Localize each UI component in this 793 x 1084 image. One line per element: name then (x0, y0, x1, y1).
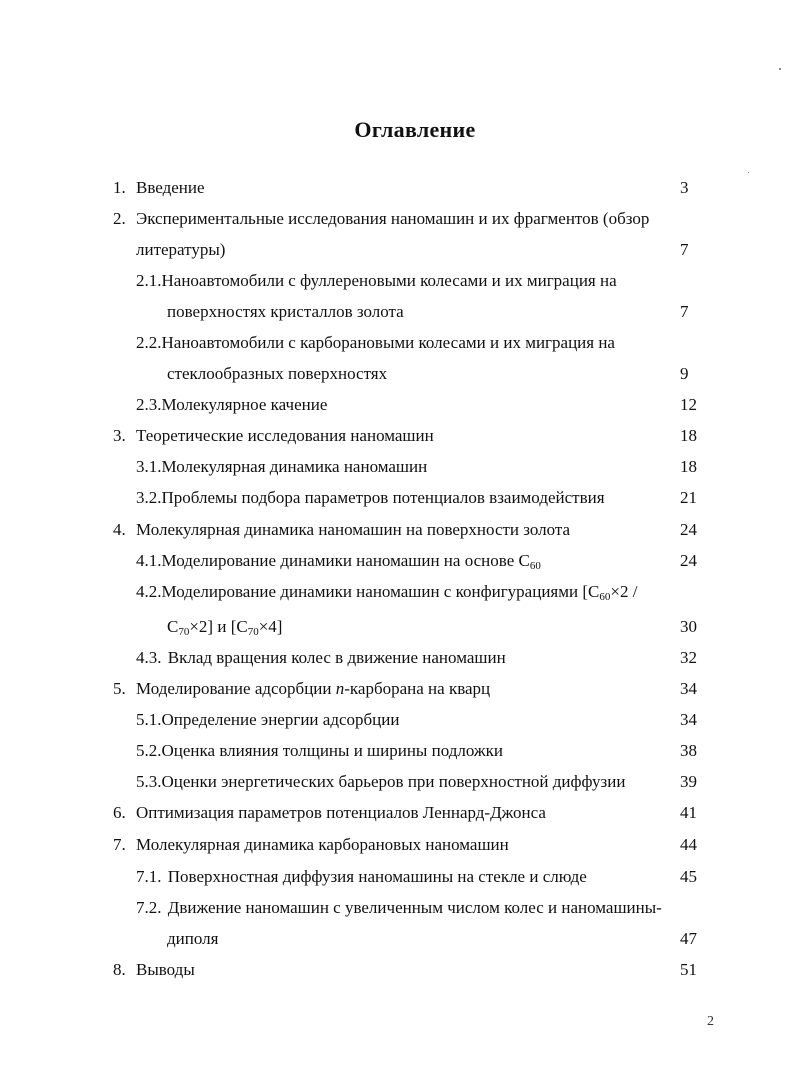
toc-number: 4. (113, 520, 126, 539)
toc-number: 4.1. (136, 551, 162, 570)
toc-text: Вклад вращения колес в движение наномашин (167, 648, 506, 667)
toc-page: 34 (680, 710, 697, 729)
toc-number: 5. (113, 679, 126, 698)
toc-text: Моделирование динамики наномашин с конфигурациями [C (161, 582, 600, 601)
toc-number: 3.2. (136, 488, 162, 507)
toc-page: 38 (680, 741, 697, 760)
toc-entry-5-3 (136, 771, 625, 793)
toc-entry-2-2 (136, 332, 615, 354)
toc-text: Движение наномашин с увеличенным числом колес и наномашины- (167, 898, 662, 917)
page-title: Оглавление (354, 117, 476, 142)
page-number: 2 (707, 1014, 714, 1029)
toc-number: 2. (113, 209, 126, 228)
toc-entry-4-1 (136, 550, 541, 572)
toc-entry-5 (113, 678, 490, 700)
toc-entry-2-3 (136, 394, 327, 416)
toc-text: Выводы (136, 960, 195, 979)
toc-entry-7 (113, 834, 509, 856)
toc-text-part: Моделирование адсорбции (136, 679, 336, 698)
toc-number: 5.2. (136, 741, 162, 760)
toc-text: Поверхностная диффузия наномашины на стекле и слюде (167, 867, 587, 886)
toc-page: 30 (680, 617, 697, 636)
toc-text: Моделирование динамики наномашин на основе C (161, 551, 530, 570)
toc-number: 5.3. (136, 772, 162, 791)
toc-text: Молекулярная динамика карборановых наномашин (136, 835, 509, 854)
subscript: 70 (178, 626, 190, 638)
toc-page: 45 (680, 867, 697, 886)
toc-page: 51 (680, 960, 697, 979)
toc-text-continued: диполя (167, 929, 219, 948)
toc-entry-3-2 (136, 487, 605, 509)
toc-text: Наноавтомобили с фуллереновыми колесами и их миграция на (161, 271, 617, 290)
toc-text: Проблемы подбора параметров потенциалов взаимодействия (161, 488, 605, 507)
toc-number: 4.2. (136, 582, 162, 601)
toc-entry-1 (113, 177, 205, 199)
toc-text: ×4] (258, 617, 283, 636)
subscript: 70 (247, 626, 259, 638)
toc-text: Молекулярная динамика наномашин (161, 457, 428, 476)
toc-text: Молекулярная динамика наномашин на поверхности золота (136, 520, 571, 539)
toc-page: 18 (680, 426, 697, 445)
toc-page: 47 (680, 929, 697, 948)
toc-entry-4 (113, 519, 570, 541)
toc-text: Наноавтомобили с карборановыми колесами и их миграция на (161, 333, 615, 352)
toc-text-continued (167, 616, 282, 638)
toc-text: Теоретические исследования наномашин (136, 426, 434, 445)
toc-number: 1. (113, 178, 126, 197)
toc-number: 2.1. (136, 271, 162, 290)
toc-page: 3 (680, 178, 689, 197)
subscript: 60 (599, 591, 611, 603)
toc-number: 3. (113, 426, 126, 445)
toc-entry-2 (113, 208, 649, 230)
toc-page: 7 (680, 240, 689, 259)
toc-entry-7-1 (136, 866, 587, 888)
toc-number: 6. (113, 803, 126, 822)
toc-entry-6 (113, 802, 546, 824)
toc-number: 4.3. (136, 648, 162, 667)
toc-text: ×2] и [C (189, 617, 248, 636)
toc-number: 3.1. (136, 457, 162, 476)
toc-number: 2.2. (136, 333, 162, 352)
toc-number: 7.2. (136, 898, 162, 917)
toc-text-continued: поверхностях кристаллов золота (167, 302, 404, 321)
toc-number: 2.3. (136, 395, 162, 414)
toc-page: 34 (680, 679, 697, 698)
toc-entry-8 (113, 959, 195, 981)
toc-page: 32 (680, 648, 697, 667)
toc-entry-3-1 (136, 456, 427, 478)
toc-text-continued: литературы) (136, 240, 226, 259)
toc-text: Молекулярное качение (161, 395, 328, 414)
toc-page: 44 (680, 835, 697, 854)
italic-symbol: n (335, 679, 345, 698)
toc-entry-4-3 (136, 647, 506, 669)
toc-text (136, 679, 490, 698)
toc-text: C (167, 617, 179, 636)
toc-text: Оценка влияния толщины и ширины подложки (161, 741, 504, 760)
toc-text: Введение (136, 178, 205, 197)
toc-entry-4-2 (136, 581, 637, 603)
toc-page: 7 (680, 302, 689, 321)
toc-text: Экспериментальные исследования наномашин и их фрагментов (обзор (136, 209, 650, 228)
toc-entry-3 (113, 425, 434, 447)
toc-number: 5.1. (136, 710, 162, 729)
subscript: 60 (529, 560, 541, 572)
scan-speck (748, 172, 749, 173)
toc-page: 41 (680, 803, 697, 822)
toc-page: 24 (680, 520, 697, 539)
toc-text-part: -карборана на кварц (344, 679, 491, 698)
toc-page: 39 (680, 772, 697, 791)
toc-entry-5-1 (136, 709, 399, 731)
toc-page: 12 (680, 395, 697, 414)
toc-number: 7.1. (136, 867, 162, 886)
toc-page: 18 (680, 457, 697, 476)
toc-number: 7. (113, 835, 126, 854)
toc-page: 21 (680, 488, 697, 507)
toc-entry-2-1 (136, 270, 617, 292)
scan-speck (779, 68, 781, 70)
toc-text: Оптимизация параметров потенциалов Леннард-Джонса (136, 803, 546, 822)
toc-text: Оценки энергетических барьеров при поверхностной диффузии (161, 772, 626, 791)
toc-text: Определение энергии адсорбции (161, 710, 400, 729)
toc-text-continued: стеклообразных поверхностях (167, 364, 388, 383)
toc-page: 9 (680, 364, 689, 383)
toc-text: ×2 / (610, 582, 638, 601)
toc-entry-7-2 (136, 897, 662, 919)
toc-page: 24 (680, 551, 697, 570)
toc-number: 8. (113, 960, 126, 979)
toc-entry-5-2 (136, 740, 503, 762)
